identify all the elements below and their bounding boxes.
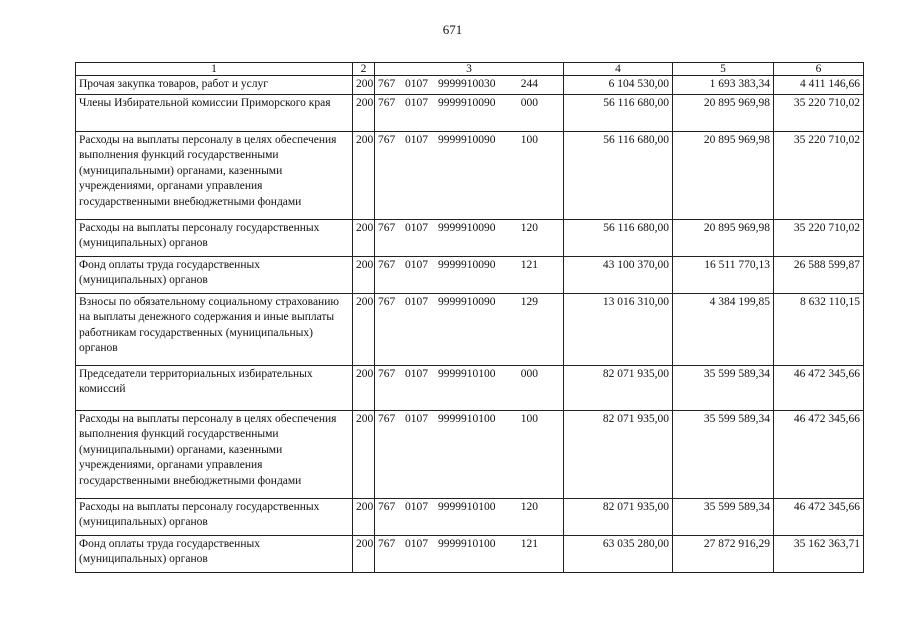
table-row [76, 76, 864, 95]
code-gr: 200 [353, 76, 375, 95]
code-gr: 200 [353, 94, 375, 131]
table-row [76, 293, 864, 365]
amount-col4: 56 116 680,00 [564, 94, 673, 131]
row-name: Расходы на выплаты персоналу в целях обеспечения выполнения функций государственными (муниципальными) органами, казенными учреждениями, органами управления государственными внебюджетными фондами [76, 131, 353, 219]
amount-col4: 82 071 935,00 [564, 410, 673, 498]
amount-col4: 82 071 935,00 [564, 498, 673, 535]
amount-col6: 8 632 110,15 [774, 293, 864, 365]
amount-col5: 4 384 199,85 [673, 293, 774, 365]
table-row [76, 131, 864, 219]
code-vr: 100 [520, 133, 538, 146]
code-cell [375, 76, 564, 95]
code-vr: 100 [520, 412, 538, 425]
code-cell [375, 219, 564, 256]
amount-col6: 35 220 710,02 [774, 94, 864, 131]
column-header: 1 [76, 63, 353, 76]
code-gr: 200 [353, 219, 375, 256]
code-csr: 9999910090 [438, 133, 496, 146]
code-csr: 9999910100 [438, 412, 496, 425]
code-gr: 200 [353, 410, 375, 498]
code-rz: 0107 [405, 133, 428, 146]
code-vr: 121 [520, 537, 538, 550]
code-csr: 9999910100 [438, 537, 496, 550]
row-name: Прочая закупка товаров, работ и услуг [76, 76, 353, 95]
amount-col4: 56 116 680,00 [564, 219, 673, 256]
amount-col5: 35 599 589,34 [673, 410, 774, 498]
code-cell [375, 498, 564, 535]
amount-col5: 27 872 916,29 [673, 535, 774, 572]
code-csr: 9999910090 [438, 295, 496, 308]
amount-col6: 35 220 710,02 [774, 131, 864, 219]
table-row [76, 535, 864, 572]
code-vr: 129 [520, 295, 538, 308]
code-cell [375, 535, 564, 572]
row-name: Фонд оплаты труда государственных (муниципальных) органов [76, 535, 353, 572]
amount-col5: 35 599 589,34 [673, 498, 774, 535]
table-row [76, 365, 864, 410]
code-gr: 200 [353, 293, 375, 365]
page-number: 671 [442, 22, 463, 37]
amount-col6: 46 472 345,66 [774, 410, 864, 498]
column-header: 6 [774, 63, 864, 76]
column-header: 5 [673, 63, 774, 76]
table-row [76, 94, 864, 131]
amount-col6: 46 472 345,66 [774, 498, 864, 535]
code-ved: 767 [378, 133, 396, 146]
code-csr: 9999910090 [438, 221, 496, 234]
code-csr: 9999910100 [438, 367, 496, 380]
amount-col6: 26 588 599,87 [774, 256, 864, 293]
amount-col4: 56 116 680,00 [564, 131, 673, 219]
code-gr: 200 [353, 256, 375, 293]
code-gr: 200 [353, 535, 375, 572]
code-csr: 9999910090 [438, 258, 496, 271]
code-cell [375, 410, 564, 498]
code-ved: 767 [378, 367, 396, 380]
code-cell [375, 365, 564, 410]
amount-col4: 13 016 310,00 [564, 293, 673, 365]
code-gr: 200 [353, 365, 375, 410]
column-header: 4 [564, 63, 673, 76]
amount-col6: 35 220 710,02 [774, 219, 864, 256]
code-vr: 120 [520, 500, 538, 513]
code-cell [375, 131, 564, 219]
amount-col4: 63 035 280,00 [564, 535, 673, 572]
code-vr: 120 [520, 221, 538, 234]
code-vr: 121 [520, 258, 538, 271]
amount-col6: 35 162 363,71 [774, 535, 864, 572]
code-ved: 767 [378, 537, 396, 550]
table-row [76, 498, 864, 535]
amount-col4: 82 071 935,00 [564, 365, 673, 410]
code-rz: 0107 [405, 500, 428, 513]
amount-col5: 20 895 969,98 [673, 219, 774, 256]
code-csr: 9999910090 [438, 96, 496, 109]
code-csr: 9999910030 [438, 78, 496, 90]
code-ved: 767 [378, 258, 396, 271]
code-cell [375, 94, 564, 131]
code-ved: 767 [378, 412, 396, 425]
code-gr: 200 [353, 498, 375, 535]
code-rz: 0107 [405, 78, 428, 90]
amount-col6: 4 411 146,66 [774, 76, 864, 95]
table-row [76, 256, 864, 293]
code-ved: 767 [378, 221, 396, 234]
amount-col5: 20 895 969,98 [673, 131, 774, 219]
column-header: 3 [375, 63, 564, 76]
code-rz: 0107 [405, 412, 428, 425]
code-csr: 9999910100 [438, 500, 496, 513]
row-name: Члены Избирательной комиссии Приморского края [76, 94, 353, 131]
row-name: Расходы на выплаты персоналу государственных (муниципальных) органов [76, 498, 353, 535]
code-ved: 767 [378, 295, 396, 308]
row-name: Фонд оплаты труда государственных (муниципальных) органов [76, 256, 353, 293]
column-header: 2 [353, 63, 375, 76]
budget-table [75, 62, 864, 573]
row-name: Расходы на выплаты персоналу в целях обеспечения выполнения функций государственными (муниципальными) органами, казенными учреждениями, органами управления государственными внебюджетными фондами [76, 410, 353, 498]
code-ved: 767 [378, 500, 396, 513]
amount-col6: 46 472 345,66 [774, 365, 864, 410]
code-rz: 0107 [405, 96, 428, 109]
code-vr: 000 [520, 367, 538, 380]
amount-col5: 16 511 770,13 [673, 256, 774, 293]
amount-col5: 1 693 383,34 [673, 76, 774, 95]
amount-col4: 43 100 370,00 [564, 256, 673, 293]
code-vr: 244 [520, 78, 538, 90]
code-cell [375, 256, 564, 293]
table-row [76, 219, 864, 256]
code-ved: 767 [378, 96, 396, 109]
code-rz: 0107 [405, 367, 428, 380]
code-vr: 000 [520, 96, 538, 109]
code-gr: 200 [353, 131, 375, 219]
row-name: Расходы на выплаты персоналу государственных (муниципальных) органов [76, 219, 353, 256]
code-cell [375, 293, 564, 365]
row-name: Взносы по обязательному социальному страхованию на выплаты денежного содержания и иные выплаты работникам государственных (муниципальных) органов [76, 293, 353, 365]
table-row [76, 410, 864, 498]
code-rz: 0107 [405, 221, 428, 234]
code-rz: 0107 [405, 537, 428, 550]
code-rz: 0107 [405, 258, 428, 271]
code-ved: 767 [378, 78, 396, 90]
amount-col5: 35 599 589,34 [673, 365, 774, 410]
amount-col4: 6 104 530,00 [564, 76, 673, 95]
code-rz: 0107 [405, 295, 428, 308]
table-header-row [76, 63, 864, 76]
row-name: Председатели территориальных избирательных комиссий [76, 365, 353, 410]
amount-col5: 20 895 969,98 [673, 94, 774, 131]
